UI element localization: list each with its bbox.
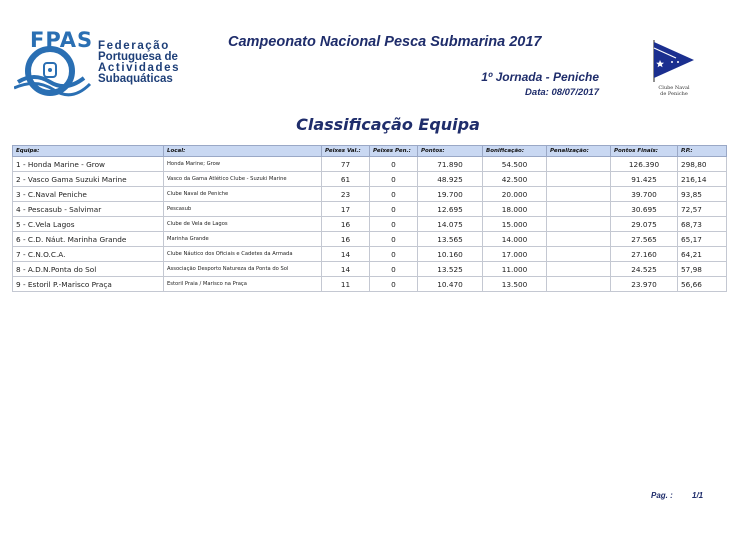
- cell-bonificacao: 18.000: [483, 202, 547, 217]
- column-header: Pontos:: [418, 146, 483, 157]
- table-row: [13, 172, 727, 187]
- cell-pontos-finais: 27.565: [611, 232, 678, 247]
- date-label: Data: 08/07/2017: [525, 87, 599, 98]
- cell-equipa: 1 - Honda Marine - Grow: [13, 157, 164, 172]
- cell-bonificacao: 11.000: [483, 262, 547, 277]
- cell-pontos-finais: 126.390: [611, 157, 678, 172]
- column-header: Local:: [164, 146, 322, 157]
- cell-pontos-finais: 91.425: [611, 172, 678, 187]
- cell-pp: 65,17: [678, 232, 727, 247]
- table-row: [13, 217, 727, 232]
- cell-penalizacao: [547, 172, 611, 187]
- cell-peixes-val: 23: [322, 187, 370, 202]
- cell-local: Clube Naval de Peniche: [164, 187, 322, 202]
- cell-penalizacao: [547, 187, 611, 202]
- cell-penalizacao: [547, 277, 611, 292]
- cell-pontos-finais: 39.700: [611, 187, 678, 202]
- page-label: Pag. :: [651, 491, 673, 500]
- page-number: 1/1: [692, 491, 704, 500]
- cell-pontos-finais: 27.160: [611, 247, 678, 262]
- federation-line-3: Actividades: [98, 62, 181, 74]
- club-caption: [652, 85, 696, 97]
- cell-peixes-pen: 0: [370, 247, 418, 262]
- cell-pontos: 10.470: [418, 277, 483, 292]
- cell-penalizacao: [547, 202, 611, 217]
- cell-pontos: 13.525: [418, 262, 483, 277]
- cell-bonificacao: 54.500: [483, 157, 547, 172]
- cell-peixes-pen: 0: [370, 277, 418, 292]
- cell-local: Associação Desporto Natureza da Ponta do Sol: [164, 262, 322, 277]
- club-caption-line-2: de Peniche: [660, 91, 688, 97]
- cell-pontos-finais: 23.970: [611, 277, 678, 292]
- cell-pp: 57,98: [678, 262, 727, 277]
- cell-local: Estoril Praia / Marisco na Praça: [164, 277, 322, 292]
- cell-pontos: 14.075: [418, 217, 483, 232]
- cell-pp: 56,66: [678, 277, 727, 292]
- cell-penalizacao: [547, 262, 611, 277]
- cell-penalizacao: [547, 157, 611, 172]
- cell-local: Vasco da Gama Atlético Clube - Suzuki Marine: [164, 172, 322, 187]
- cell-pontos-finais: 29.075: [611, 217, 678, 232]
- cell-pp: 216,14: [678, 172, 727, 187]
- cell-penalizacao: [547, 232, 611, 247]
- cell-pontos: 12.695: [418, 202, 483, 217]
- federation-line-2: Portuguesa de: [98, 51, 178, 63]
- cell-penalizacao: [547, 247, 611, 262]
- cell-pp: 93,85: [678, 187, 727, 202]
- cell-equipa: 7 - C.N.O.C.A.: [13, 247, 164, 262]
- table-header-row: [13, 146, 727, 157]
- cell-pp: 72,57: [678, 202, 727, 217]
- cell-pontos-finais: 24.525: [611, 262, 678, 277]
- cell-pp: 298,80: [678, 157, 727, 172]
- classification-table: [12, 145, 727, 292]
- cell-local: Pescasub: [164, 202, 322, 217]
- table-row: [13, 262, 727, 277]
- cell-pontos: 19.700: [418, 187, 483, 202]
- cell-equipa: 8 - A.D.N.Ponta do Sol: [13, 262, 164, 277]
- cell-bonificacao: 13.500: [483, 277, 547, 292]
- cell-pontos: 13.565: [418, 232, 483, 247]
- cell-equipa: 2 - Vasco Gama Suzuki Marine: [13, 172, 164, 187]
- cell-pp: 64,21: [678, 247, 727, 262]
- cell-peixes-val: 16: [322, 232, 370, 247]
- federation-line-1: Federação: [98, 40, 170, 52]
- page-title: Classificação Equipa: [296, 115, 480, 134]
- table-row: [13, 187, 727, 202]
- federation-name: [98, 41, 180, 85]
- cell-peixes-val: 16: [322, 217, 370, 232]
- federation-line-4: Subaquáticas: [98, 73, 173, 85]
- cell-equipa: 5 - C.Vela Lagos: [13, 217, 164, 232]
- cell-pontos-finais: 30.695: [611, 202, 678, 217]
- cell-local: Clube de Vela de Lagos: [164, 217, 322, 232]
- cell-equipa: 9 - Estoril P.-Marisco Praça: [13, 277, 164, 292]
- cell-equipa: 4 - Pescasub - Salvimar: [13, 202, 164, 217]
- cell-pontos: 10.160: [418, 247, 483, 262]
- cell-bonificacao: 42.500: [483, 172, 547, 187]
- club-caption-line-1: Clube Naval: [658, 85, 690, 91]
- cell-peixes-val: 14: [322, 247, 370, 262]
- table-row: [13, 232, 727, 247]
- round-label: 1º Jornada - Peniche: [481, 70, 599, 84]
- cell-peixes-val: 61: [322, 172, 370, 187]
- cell-peixes-pen: 0: [370, 202, 418, 217]
- table-body: [13, 157, 727, 292]
- cell-peixes-pen: 0: [370, 217, 418, 232]
- cell-pp: 68,73: [678, 217, 727, 232]
- table-row: [13, 157, 727, 172]
- cell-local: Clube Náutico dos Oficiais e Cadetes da Armada: [164, 247, 322, 262]
- table-row: [13, 247, 727, 262]
- cell-bonificacao: 17.000: [483, 247, 547, 262]
- event-title: Campeonato Nacional Pesca Submarina 2017: [228, 34, 542, 50]
- table-row: [13, 277, 727, 292]
- table-row: [13, 202, 727, 217]
- cell-peixes-pen: 0: [370, 157, 418, 172]
- column-header: Bonificação:: [483, 146, 547, 157]
- column-header: Pontos Finais:: [611, 146, 678, 157]
- cell-local: Honda Marine; Grow: [164, 157, 322, 172]
- cell-pontos: 48.925: [418, 172, 483, 187]
- cell-bonificacao: 14.000: [483, 232, 547, 247]
- cell-bonificacao: 20.000: [483, 187, 547, 202]
- cell-equipa: 3 - C.Naval Peniche: [13, 187, 164, 202]
- cell-pontos: 71.890: [418, 157, 483, 172]
- column-header: Penalização:: [547, 146, 611, 157]
- logo-text: FPAS: [30, 28, 94, 52]
- column-header: Equipa:: [13, 146, 164, 157]
- cell-bonificacao: 15.000: [483, 217, 547, 232]
- cell-peixes-val: 17: [322, 202, 370, 217]
- cell-equipa: 6 - C.D. Náut. Marinha Grande: [13, 232, 164, 247]
- cell-local: Marinha Grande: [164, 232, 322, 247]
- cell-peixes-val: 14: [322, 262, 370, 277]
- cell-penalizacao: [547, 217, 611, 232]
- cell-peixes-pen: 0: [370, 187, 418, 202]
- cell-peixes-val: 77: [322, 157, 370, 172]
- cell-peixes-pen: 0: [370, 232, 418, 247]
- column-header: Peixes Pen.:: [370, 146, 418, 157]
- cell-peixes-val: 11: [322, 277, 370, 292]
- column-header: Peixes Val.:: [322, 146, 370, 157]
- column-header: P.P.:: [678, 146, 727, 157]
- cell-peixes-pen: 0: [370, 172, 418, 187]
- cell-peixes-pen: 0: [370, 262, 418, 277]
